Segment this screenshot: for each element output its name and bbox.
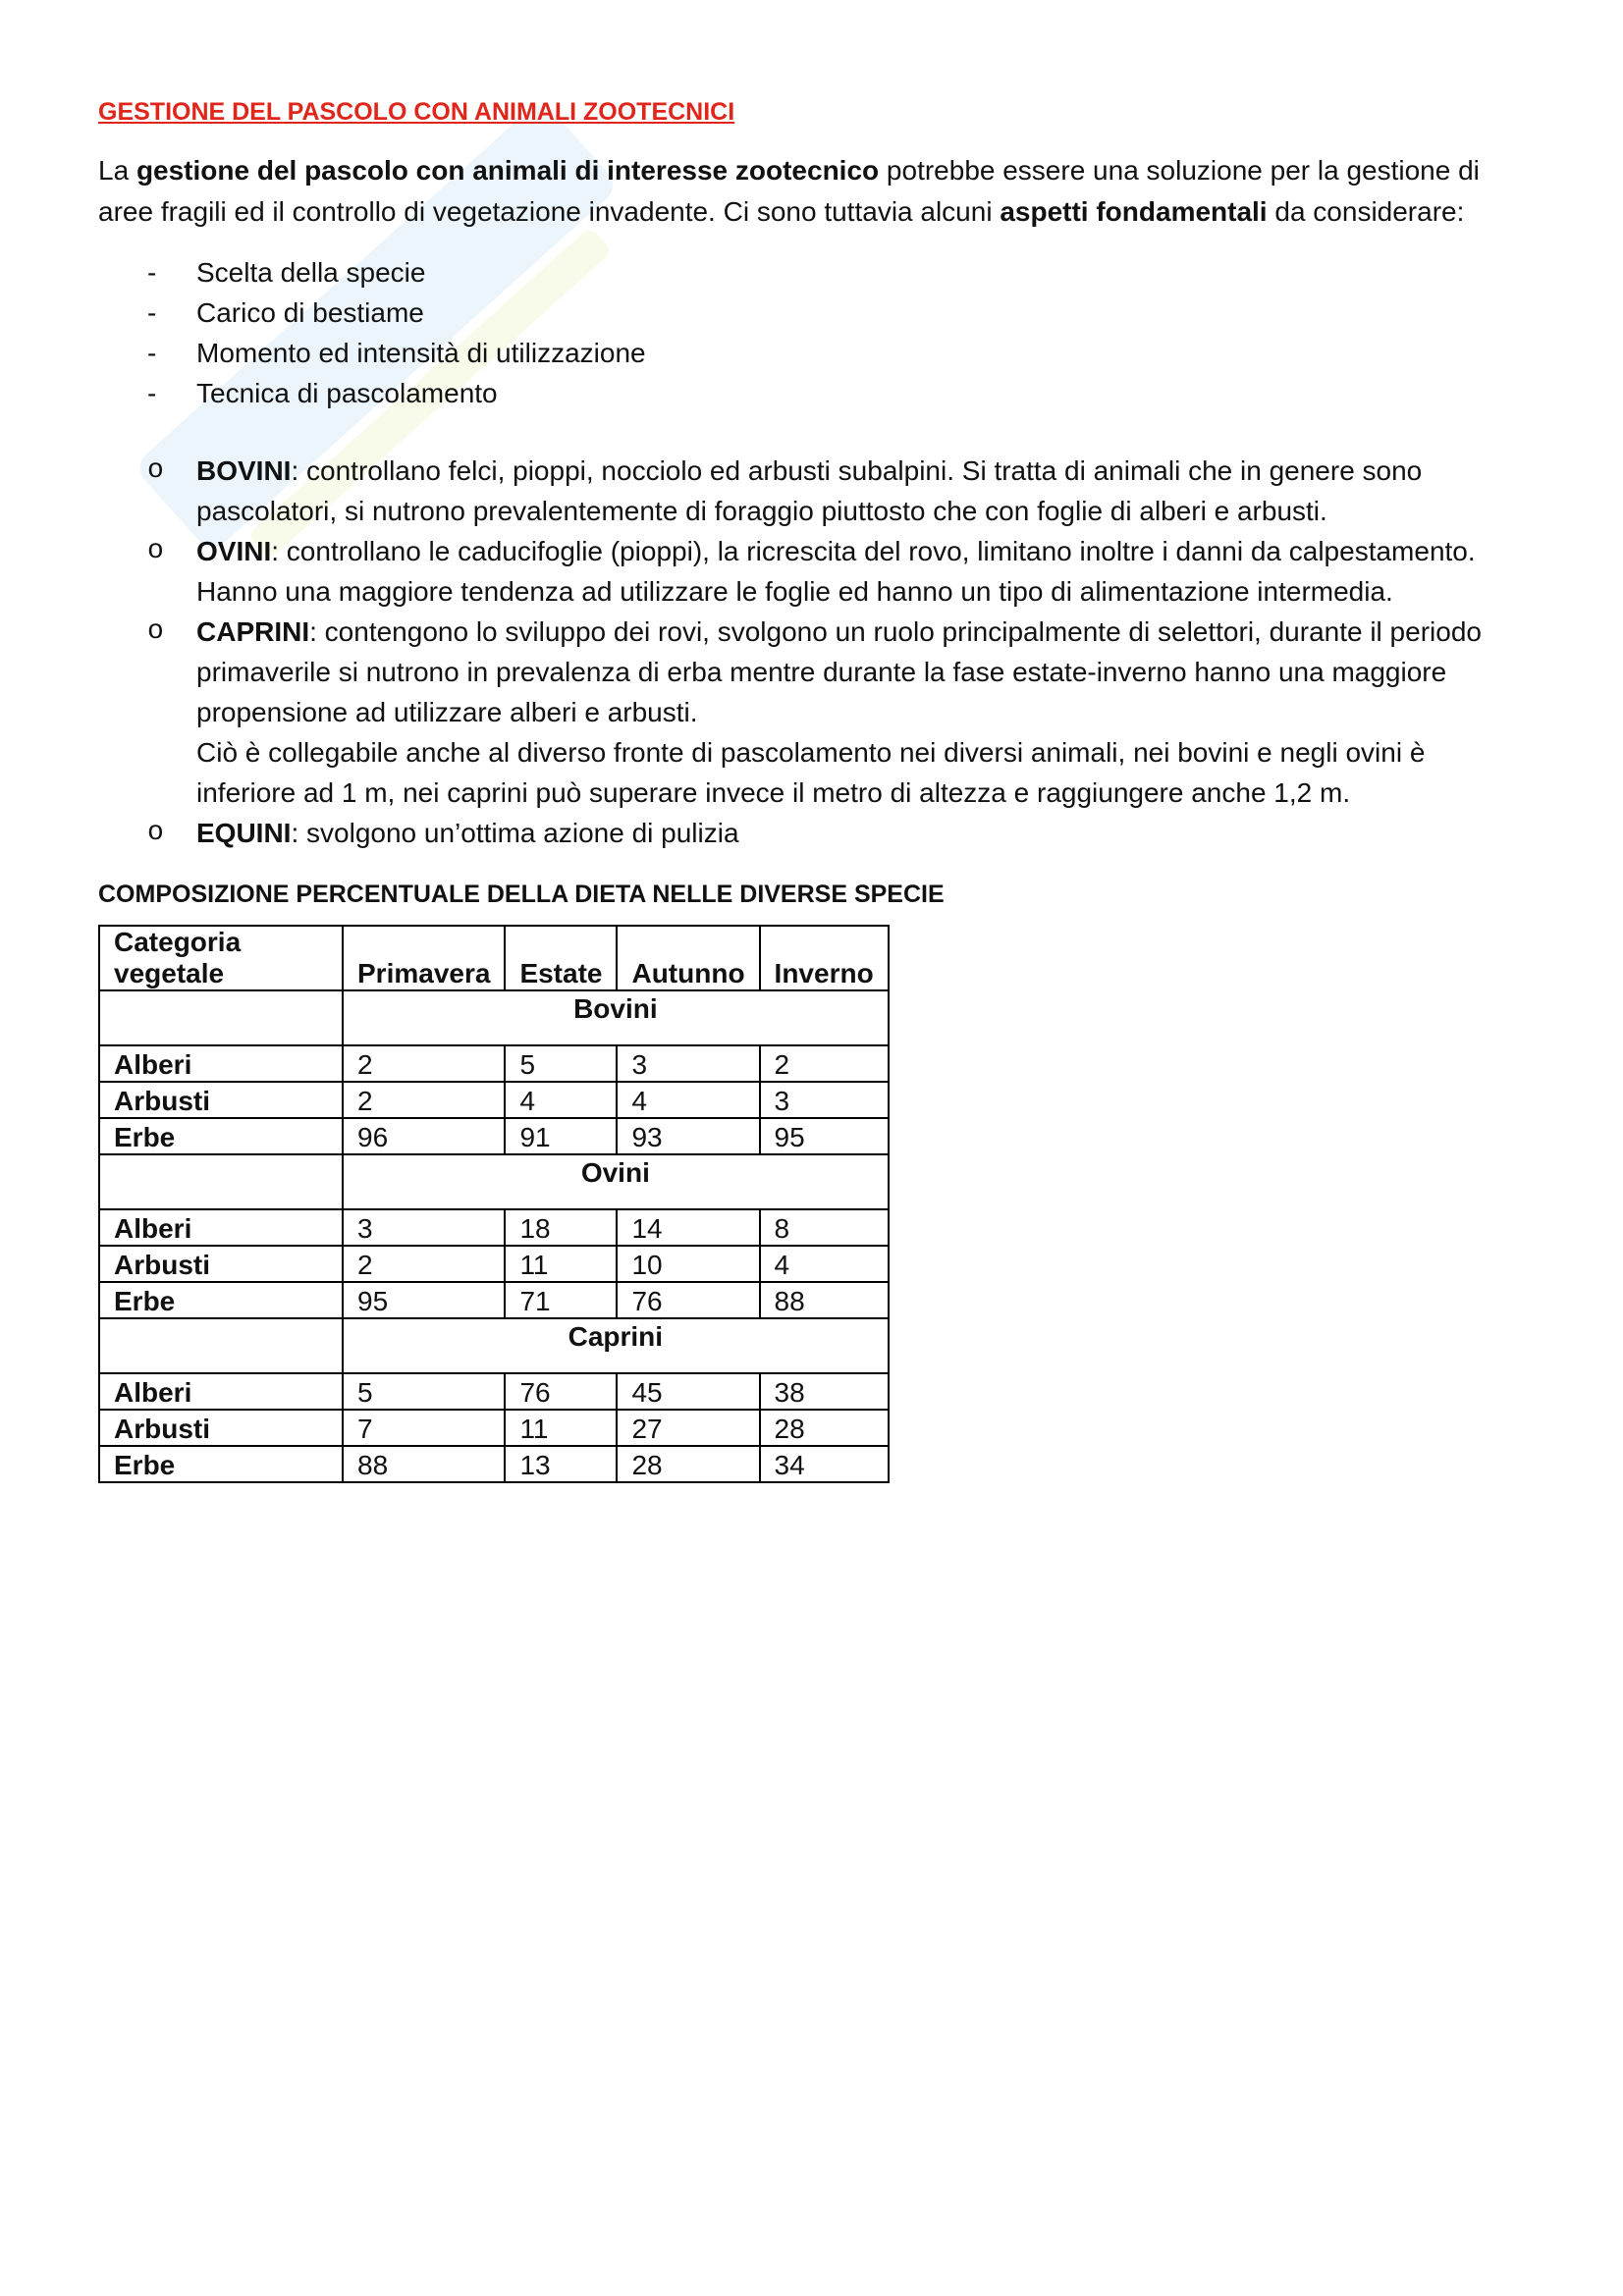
group-row [99,990,889,1045]
table-cell: 2 [343,1045,505,1082]
row-label: Alberi [99,1373,343,1410]
table-cell: 11 [505,1410,617,1446]
species-list [98,451,1532,853]
table-title: COMPOSIZIONE PERCENTUALE DELLA DIETA NELLE DIVERSE SPECIE [98,881,945,908]
circle-bullet-icon: o [147,818,164,848]
group-row [99,1318,889,1373]
table-cell: 10 [617,1246,759,1282]
table-cell: 4 [760,1246,889,1282]
document-page [98,98,1532,1483]
row-label: Erbe [99,1282,343,1318]
group-spacer-cell [99,1318,343,1373]
table-cell: 96 [343,1118,505,1154]
table-cell: 11 [505,1246,617,1282]
table-cell: 27 [617,1410,759,1446]
column-header: Primavera [343,926,505,990]
dash-marker: - [147,378,157,408]
column-header: Inverno [760,926,889,990]
table-cell: 76 [505,1373,617,1410]
list-item: - Scelta della specie [98,252,1532,293]
table-cell: 4 [617,1082,759,1118]
table-cell: 2 [760,1045,889,1082]
table-row [99,1410,889,1446]
table-cell: 95 [343,1282,505,1318]
document-title: GESTIONE DEL PASCOLO CON ANIMALI ZOOTECNICI [98,98,735,126]
dash-marker: - [147,257,157,288]
species-item-caprini: o CAPRINI: contengono lo sviluppo dei rovi, svolgono un ruolo principalmente di selettori, durante il periodo primaverile si nutrono in prevalenza di erba mentre durante la fase estate-inverno hanno una maggiore propensione ad utilizzare alberi e arbusti. Ciò è collegabile anche al diverso fronte di pascolamento nei diversi animali, nei bovini e negli ovini è inferiore ad 1 m, nei caprini può superare invece il metro di altezza e raggiungere anche 1,2 m. [98,612,1532,813]
table-cell: 14 [617,1209,759,1246]
list-item: - Carico di bestiame [98,293,1532,333]
table-cell: 93 [617,1118,759,1154]
table-cell: 3 [617,1045,759,1082]
group-label: Ovini [343,1154,889,1209]
circle-bullet-icon: o [147,455,164,486]
table-cell: 88 [343,1446,505,1482]
group-spacer-cell [99,1154,343,1209]
table-row [99,1373,889,1410]
intro-paragraph: La gestione del pascolo con animali di interesse zootecnico potrebbe essere una soluzione per la gestione di aree fragili ed il controllo di vegetazione invadente. Ci sono tuttavia alcuni aspetti fondamentali da considerare: [98,155,1480,227]
row-label: Arbusti [99,1410,343,1446]
table-cell: 45 [617,1373,759,1410]
table-row [99,1446,889,1482]
table-cell: 3 [760,1082,889,1118]
table-cell: 91 [505,1118,617,1154]
table-cell: 5 [505,1045,617,1082]
group-row [99,1154,889,1209]
group-spacer-cell [99,990,343,1045]
list-item: - Momento ed intensità di utilizzazione [98,333,1532,373]
table-cell: 38 [760,1373,889,1410]
table-cell: 2 [343,1246,505,1282]
table-cell: 3 [343,1209,505,1246]
species-item-ovini: o OVINI: controllano le caducifoglie (pioppi), la ricrescita del rovo, limitano inoltre i danni da calpestamento. Hanno una maggiore tendenza ad utilizzare le foglie ed hanno un tipo di alimentazione intermedia. [98,531,1532,612]
row-label: Erbe [99,1446,343,1482]
row-label: Alberi [99,1209,343,1246]
table-cell: 8 [760,1209,889,1246]
table-cell: 95 [760,1118,889,1154]
table-cell: 18 [505,1209,617,1246]
dash-marker: - [147,297,157,328]
table-cell: 88 [760,1282,889,1318]
column-header: Autunno [617,926,759,990]
aspects-list [98,252,1532,413]
list-item: - Tecnica di pascolamento [98,373,1532,413]
table-cell: 2 [343,1082,505,1118]
table-row [99,1282,889,1318]
table-row [99,1209,889,1246]
table-cell: 5 [343,1373,505,1410]
table-cell: 34 [760,1446,889,1482]
table-row [99,1082,889,1118]
circle-bullet-icon: o [147,616,164,647]
table-cell: 7 [343,1410,505,1446]
table-cell: 76 [617,1282,759,1318]
row-label: Alberi [99,1045,343,1082]
dash-marker: - [147,338,157,368]
column-header: Estate [505,926,617,990]
group-label: Bovini [343,990,889,1045]
caprini-extra-text: Ciò è collegabile anche al diverso fronte di pascolamento nei diversi animali, nei bovini e negli ovini è inferiore ad 1 m, nei caprini può superare invece il metro di altezza e raggiungere anche 1,2 m. [196,737,1426,808]
table-cell: 4 [505,1082,617,1118]
table-row [99,1045,889,1082]
diet-table [98,925,890,1483]
table-header-row [99,926,889,990]
row-label: Erbe [99,1118,343,1154]
circle-bullet-icon: o [147,536,164,566]
table-row [99,1118,889,1154]
table-row [99,1246,889,1282]
row-label: Arbusti [99,1246,343,1282]
table-cell: 28 [760,1410,889,1446]
column-header: Categoria vegetale [99,926,343,990]
species-item-bovini: o BOVINI: controllano felci, pioppi, nocciolo ed arbusti subalpini. Si tratta di animali che in genere sono pascolatori, si nutrono prevalentemente di foraggio piuttosto che con foglie di alberi e arbusti. [98,451,1532,531]
table-cell: 71 [505,1282,617,1318]
row-label: Arbusti [99,1082,343,1118]
table-cell: 28 [617,1446,759,1482]
group-label: Caprini [343,1318,889,1373]
table-cell: 13 [505,1446,617,1482]
species-item-equini: o EQUINI: svolgono un’ottima azione di pulizia [98,813,1532,853]
